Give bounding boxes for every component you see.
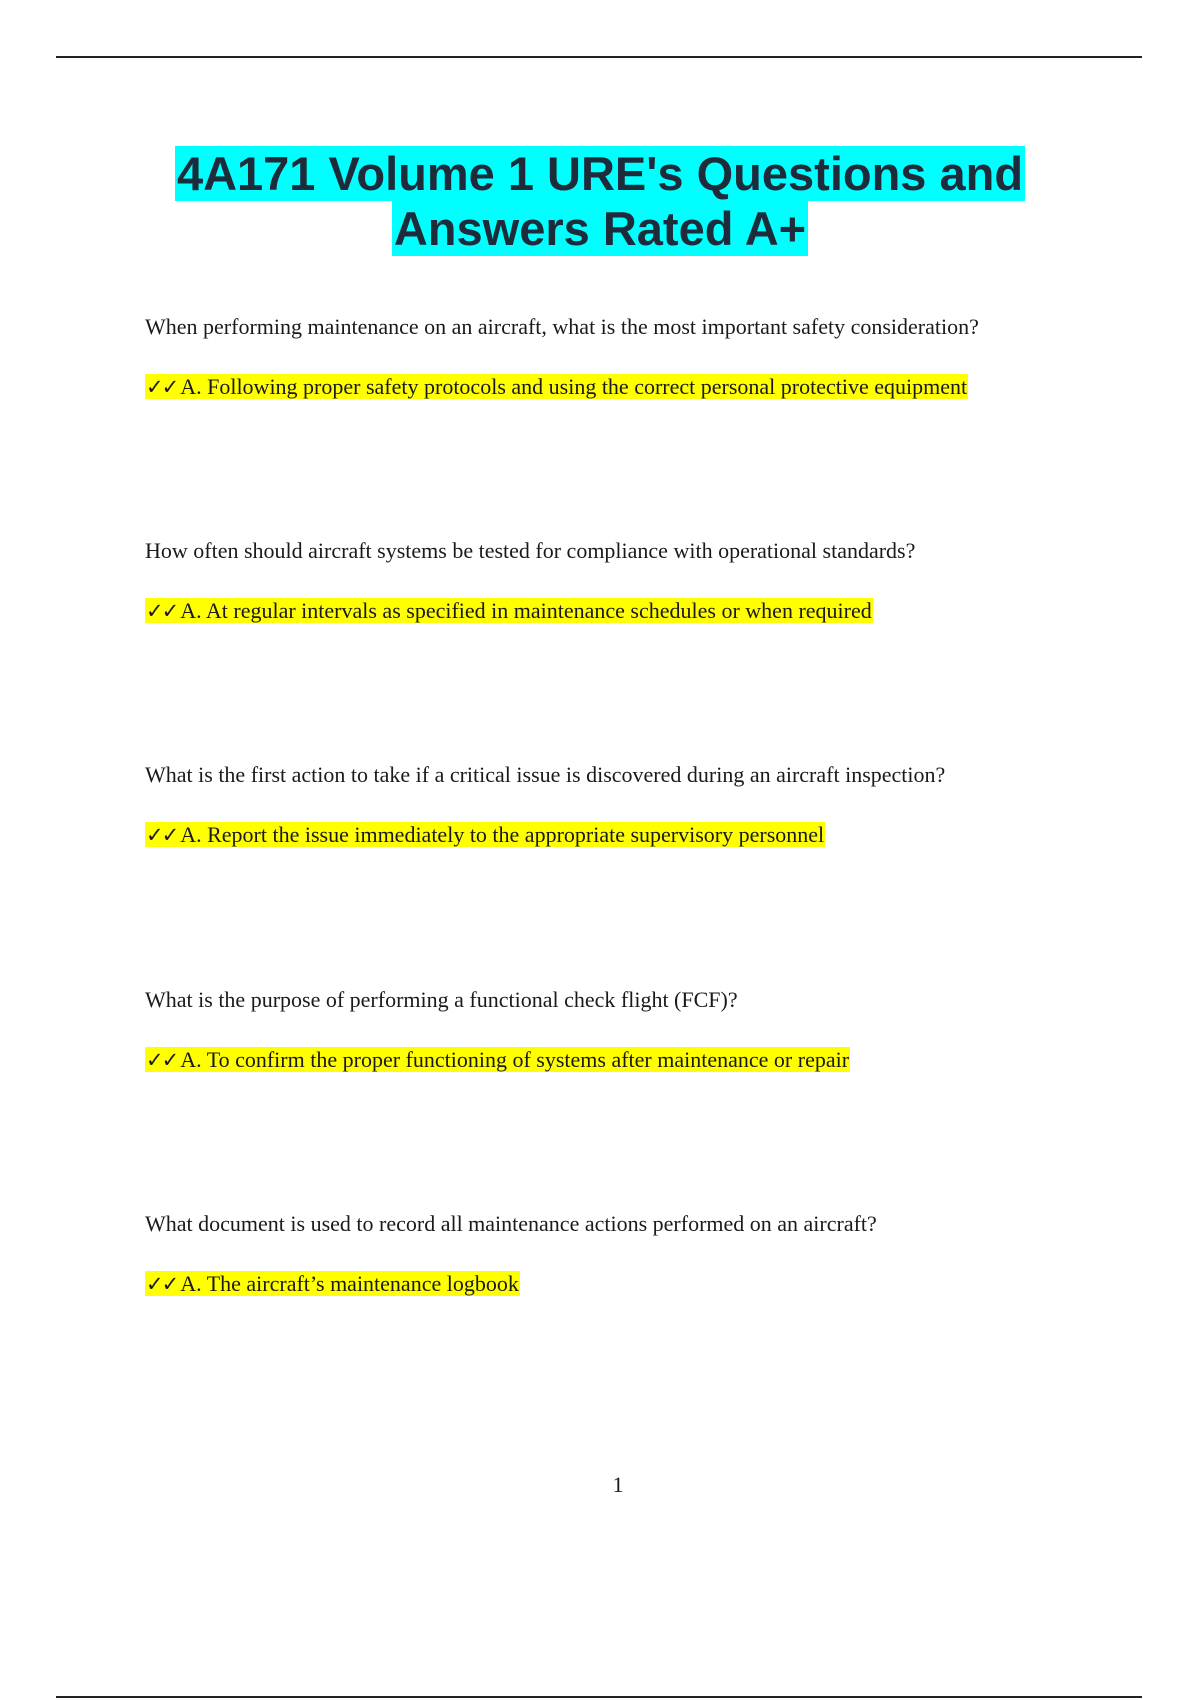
check-icon: ✓✓ <box>146 1048 178 1072</box>
answer-highlight <box>145 822 825 847</box>
answer-label: A. To confirm the proper functioning of systems after maintenance or repair <box>180 1047 850 1072</box>
qa-item-2 <box>145 537 1145 623</box>
answer-label: A. Following proper safety protocols and using the correct personal protective equipment <box>180 374 968 399</box>
answer-highlight <box>145 598 873 623</box>
header-rule <box>56 56 1142 58</box>
question-text: What document is used to record all maintenance actions performed on an aircraft? <box>145 1211 877 1236</box>
qa-item-3 <box>145 761 1145 847</box>
question-text: How often should aircraft systems be tested for compliance with operational standards? <box>145 538 916 563</box>
answer-highlight <box>145 374 968 399</box>
answer-text <box>145 595 873 627</box>
check-icon: ✓✓ <box>146 1272 178 1296</box>
title-line-1: 4A171 Volume 1 URE's Questions and <box>176 147 1024 200</box>
check-icon: ✓✓ <box>146 375 178 399</box>
answer-label: A. At regular intervals as specified in maintenance schedules or when required <box>180 598 872 623</box>
answer-highlight <box>145 1271 520 1296</box>
qa-item-5 <box>145 1210 1145 1296</box>
answer-highlight <box>145 1047 850 1072</box>
page-number: 1 <box>612 1472 624 1497</box>
document-title <box>100 146 1100 256</box>
answer-text <box>145 1268 520 1300</box>
check-icon: ✓✓ <box>146 599 178 623</box>
question-text: When performing maintenance on an aircraft, what is the most important safety consideration? <box>145 314 979 339</box>
title-line-2: Answers Rated A+ <box>393 202 807 255</box>
answer-text <box>145 1044 850 1076</box>
answer-label: A. Report the issue immediately to the appropriate supervisory personnel <box>180 822 825 847</box>
qa-item-1 <box>145 313 1145 399</box>
question-text: What is the first action to take if a critical issue is discovered during an aircraft inspection? <box>145 762 946 787</box>
answer-text <box>145 371 968 403</box>
footer-rule <box>56 1696 1142 1698</box>
answer-text <box>145 819 825 851</box>
answer-label: A. The aircraft’s maintenance logbook <box>180 1271 519 1296</box>
qa-item-4 <box>145 986 1145 1072</box>
check-icon: ✓✓ <box>146 823 178 847</box>
question-text: What is the purpose of performing a functional check flight (FCF)? <box>145 987 738 1012</box>
